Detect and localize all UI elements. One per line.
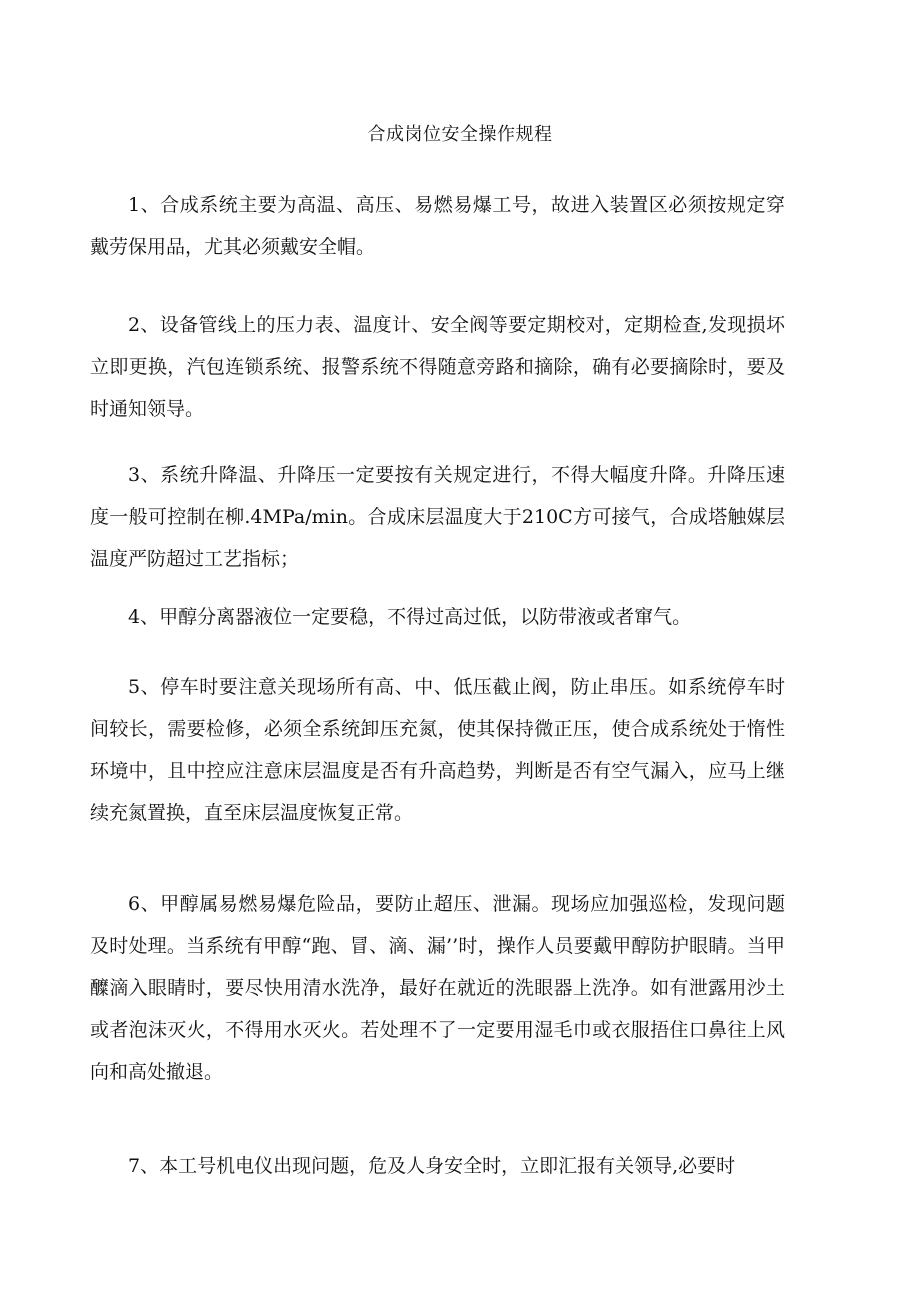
- paragraph-2: 2、设备管线上的压力表、温度计、安全阀等要定期校对，定期检查,发现损坏立即更换，汽包连锁系统、报警系统不得随意旁路和摘除，确有必要摘除时，要及时通知领导。: [90, 314, 785, 420]
- paragraph-6: 6、甲醇属易燃易爆危险品，要防止超压、泄漏。现场应加强巡检，发现问题及时处理。当系统有甲醇“跑、冒、滴、漏’’时，操作人员要戴甲醇防护眼睛。当甲醾滴入眼睛时，要尽快用清水洗净，最好在就近的洗眼器上洗净。如有泄露用沙土或者泡沫灭火，不得用水灭火。若处理不了一定要用湿毛巾或衣服捂住口鼻往上风向和高处撤退。: [90, 893, 785, 1083]
- paragraph-7: 7、本工号机电仪出现问题，危及人身安全时，立即汇报有关领导,必要时: [128, 1155, 736, 1177]
- paragraph-3: 3、系统升降温、升降压一定要按有关规定进行，不得大幅度升降。升降压速度一般可控制在柳.4MPa/min。合成床层温度大于210C方可接气，合成塔触媒层温度严防超过工艺指标；: [90, 464, 785, 570]
- paragraph-4: 4、甲醇分离器液位一定要稳，不得过高过低，以防带液或者窜气。: [128, 606, 692, 628]
- paragraph-1: 1、合成系统主要为高温、高压、易燃易爆工号，故进入装置区必须按规定穿戴劳保用品，尤其必须戴安全帽。: [90, 194, 785, 258]
- document-title: 合成岗位安全操作规程: [367, 124, 553, 145]
- paragraph-5: 5、停车时要注意关现场所有高、中、低压截止阀，防止串压。如系统停车时间较长，需要检修，必须全系统卸压充氮，使其保持微正压，使合成系统处于惰性环境中，且中控应注意床层温度是否有升高趋势，判断是否有空气漏入，应马上继续充氮置换，直至床层温度恢复正常。: [90, 676, 785, 824]
